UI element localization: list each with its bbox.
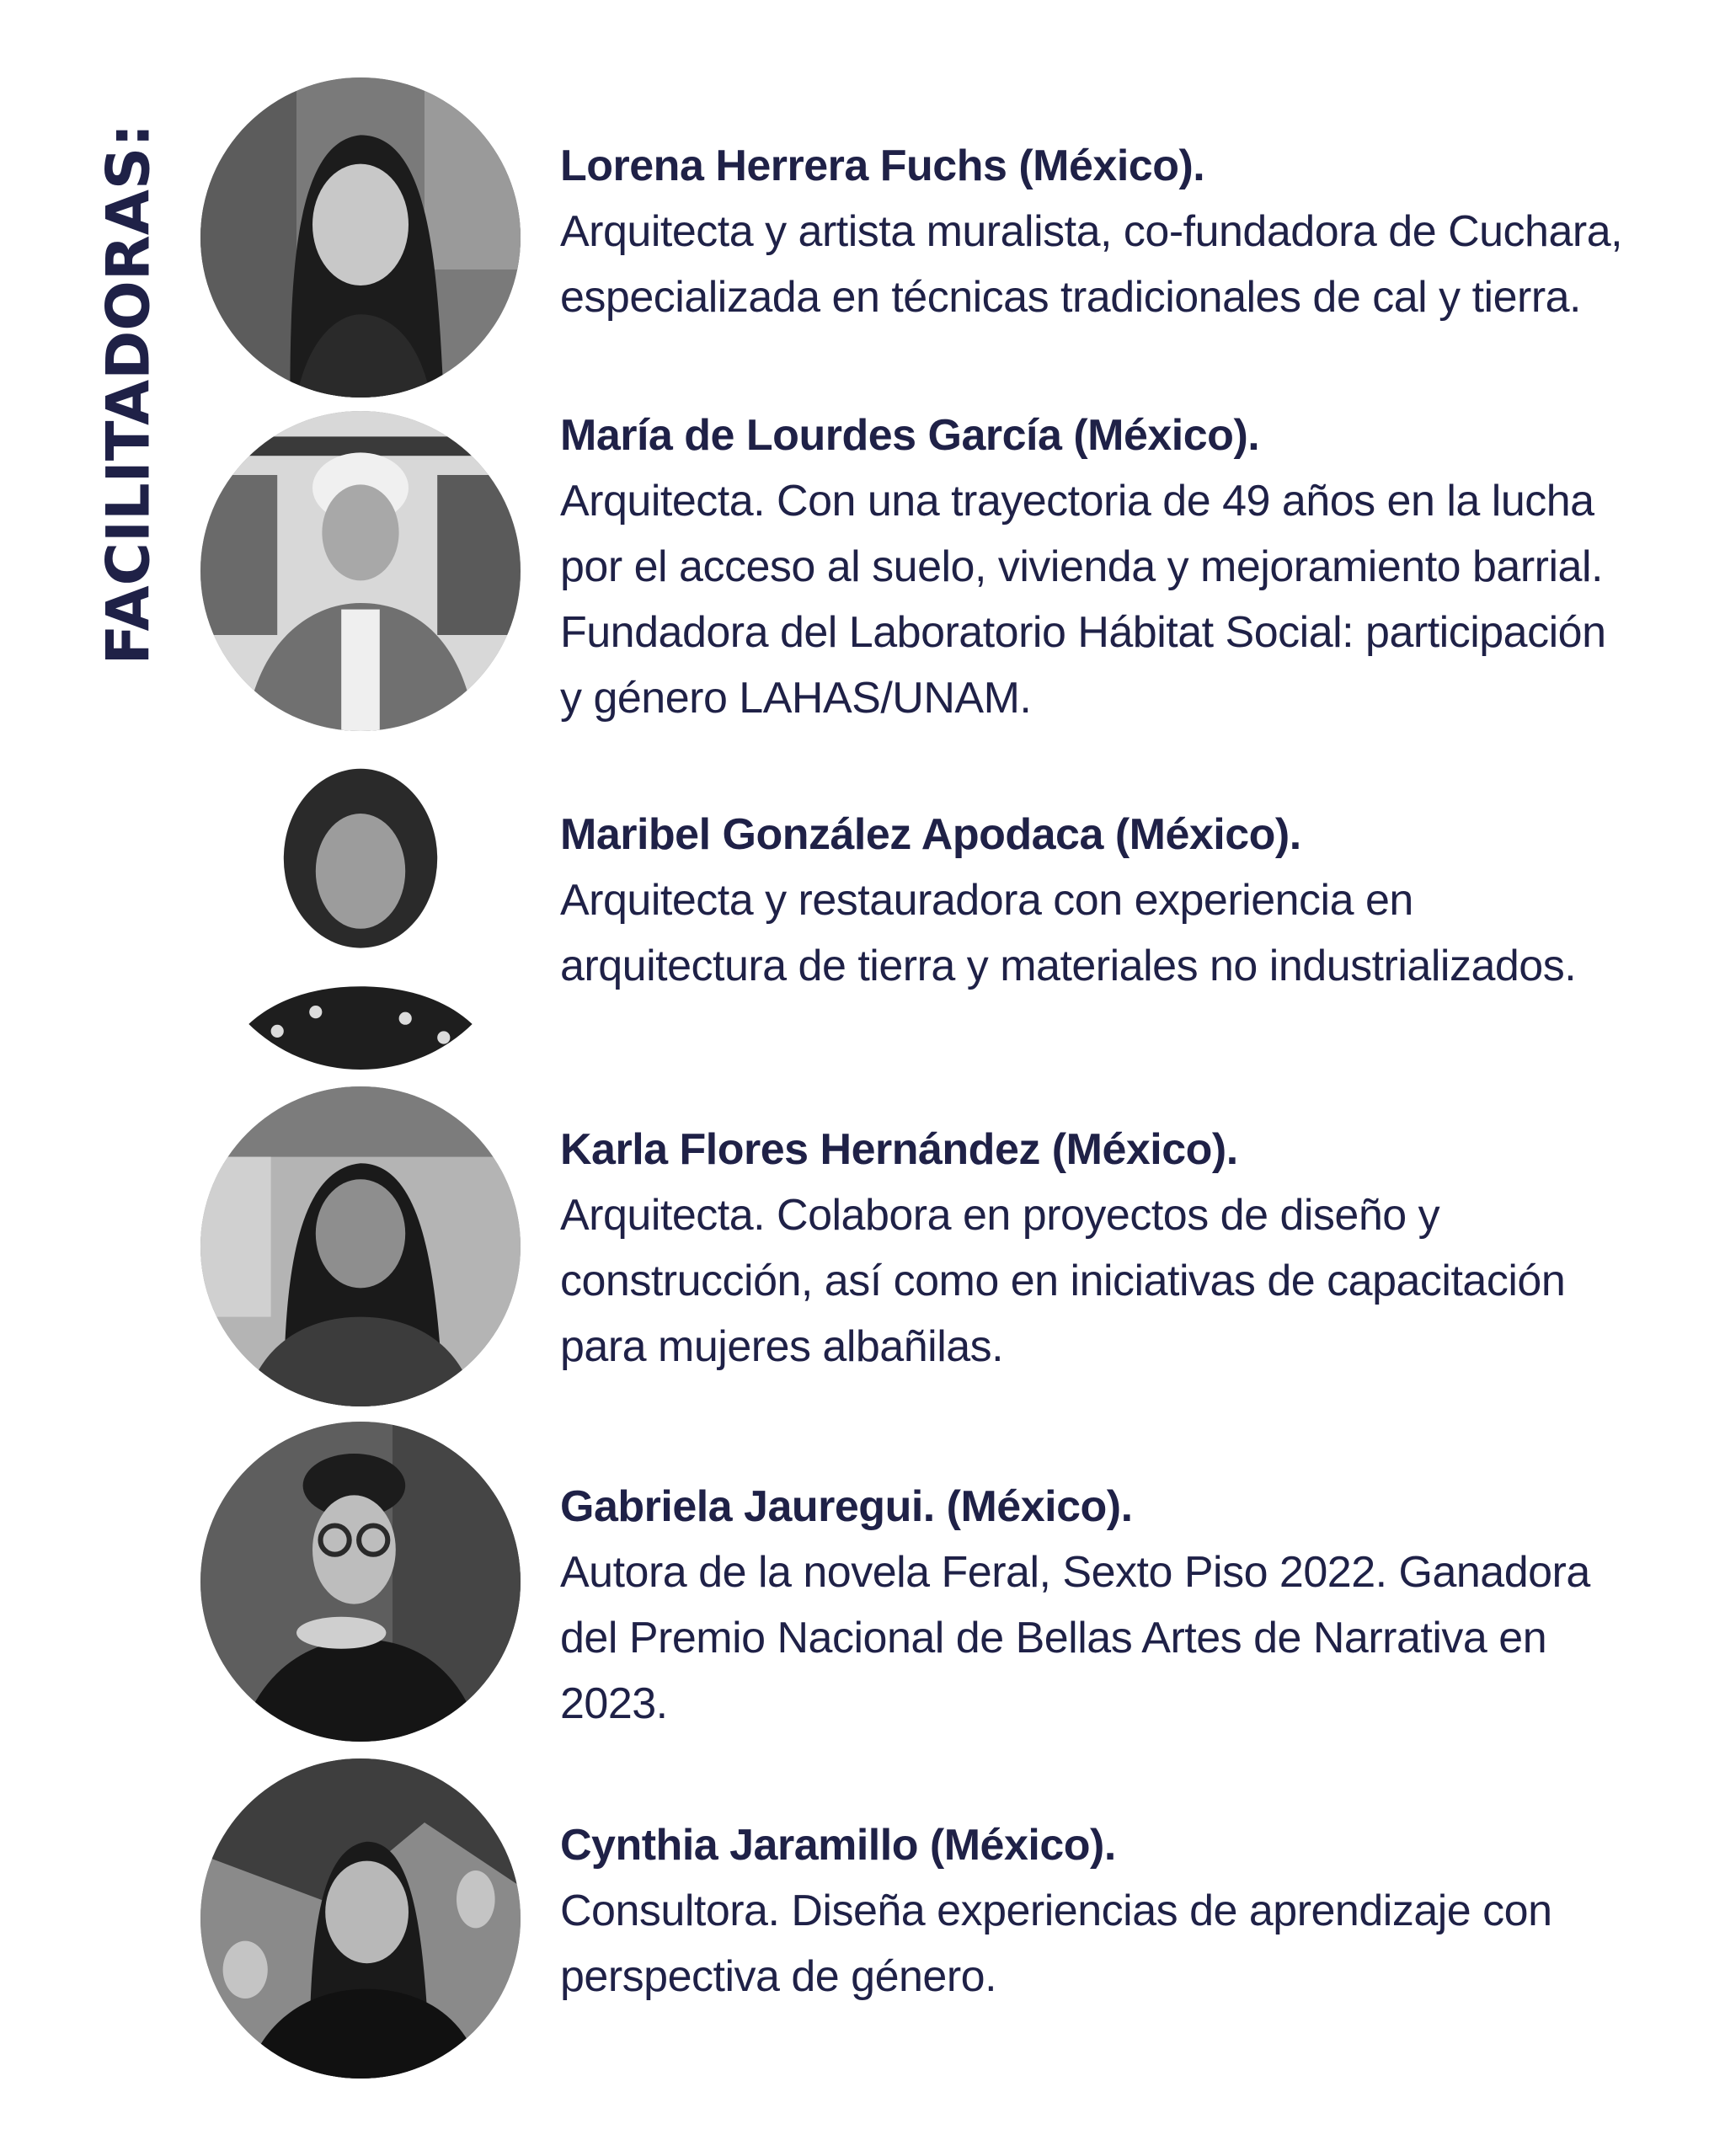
person-description <box>560 199 1680 330</box>
description-line: 2023. <box>560 1679 668 1728</box>
description-line: Arquitecta. Colabora en proyectos de diseño y <box>560 1191 1440 1240</box>
portrait-photo-maria <box>200 411 521 731</box>
person-description <box>560 1878 1680 2009</box>
person-description <box>560 468 1680 731</box>
person-entry-5 <box>560 1474 1680 1737</box>
person-name: Lorena Herrera Fuchs (México). <box>560 141 1205 190</box>
description-line: Arquitecta y artista muralista, co-fundadora de Cuchara, <box>560 207 1623 256</box>
description-line: especializada en técnicas tradicionales de cal y tierra. <box>560 273 1582 322</box>
description-line: del Premio Nacional de Bellas Artes de Narrativa en <box>560 1614 1547 1662</box>
description-line: Autora de la novela Feral, Sexto Piso 2022. Ganadora <box>560 1548 1590 1597</box>
description-line: arquitectura de tierra y materiales no industrializados. <box>560 942 1577 990</box>
person-name: Gabriela Jauregui. (México). <box>560 1482 1133 1531</box>
portrait-photo-maribel <box>200 750 521 1070</box>
portrait-photo-cynthia <box>200 1758 521 2079</box>
description-line: construcción, así como en iniciativas de capacitación <box>560 1257 1566 1305</box>
person-entry-2 <box>560 403 1680 731</box>
facilitadoras-heading <box>84 84 173 703</box>
description-line: Arquitecta. Con una trayectoria de 49 años en la lucha <box>560 477 1594 526</box>
person-description <box>560 867 1680 999</box>
description-line: y género LAHAS/UNAM. <box>560 674 1032 723</box>
description-line: perspectiva de género. <box>560 1952 997 2001</box>
person-entry-1 <box>560 133 1680 330</box>
person-description <box>560 1540 1680 1737</box>
portrait-photo-karla <box>200 1086 521 1406</box>
person-name: Karla Flores Hernández (México). <box>560 1125 1238 1174</box>
person-entry-4 <box>560 1117 1680 1380</box>
person-entry-6 <box>560 1812 1680 2009</box>
person-name: Cynthia Jaramillo (México). <box>560 1821 1116 1870</box>
person-name: María de Lourdes García (México). <box>560 411 1260 460</box>
portrait-photo-lorena <box>200 77 521 398</box>
description-line: Arquitecta y restauradora con experiencia en <box>560 876 1413 925</box>
description-line: para mujeres albañilas. <box>560 1322 1004 1371</box>
person-description <box>560 1182 1680 1380</box>
portrait-photo-gabriela <box>200 1422 521 1742</box>
person-entry-3 <box>560 802 1680 999</box>
description-line: por el acceso al suelo, vivienda y mejoramiento barrial. <box>560 542 1603 591</box>
description-line: Fundadora del Laboratorio Hábitat Social: participación <box>560 608 1606 657</box>
facilitadoras-heading-text: FACILITADORAS: <box>93 123 163 664</box>
description-line: Consultora. Diseña experiencias de aprendizaje con <box>560 1886 1552 1935</box>
person-name: Maribel González Apodaca (México). <box>560 810 1301 859</box>
